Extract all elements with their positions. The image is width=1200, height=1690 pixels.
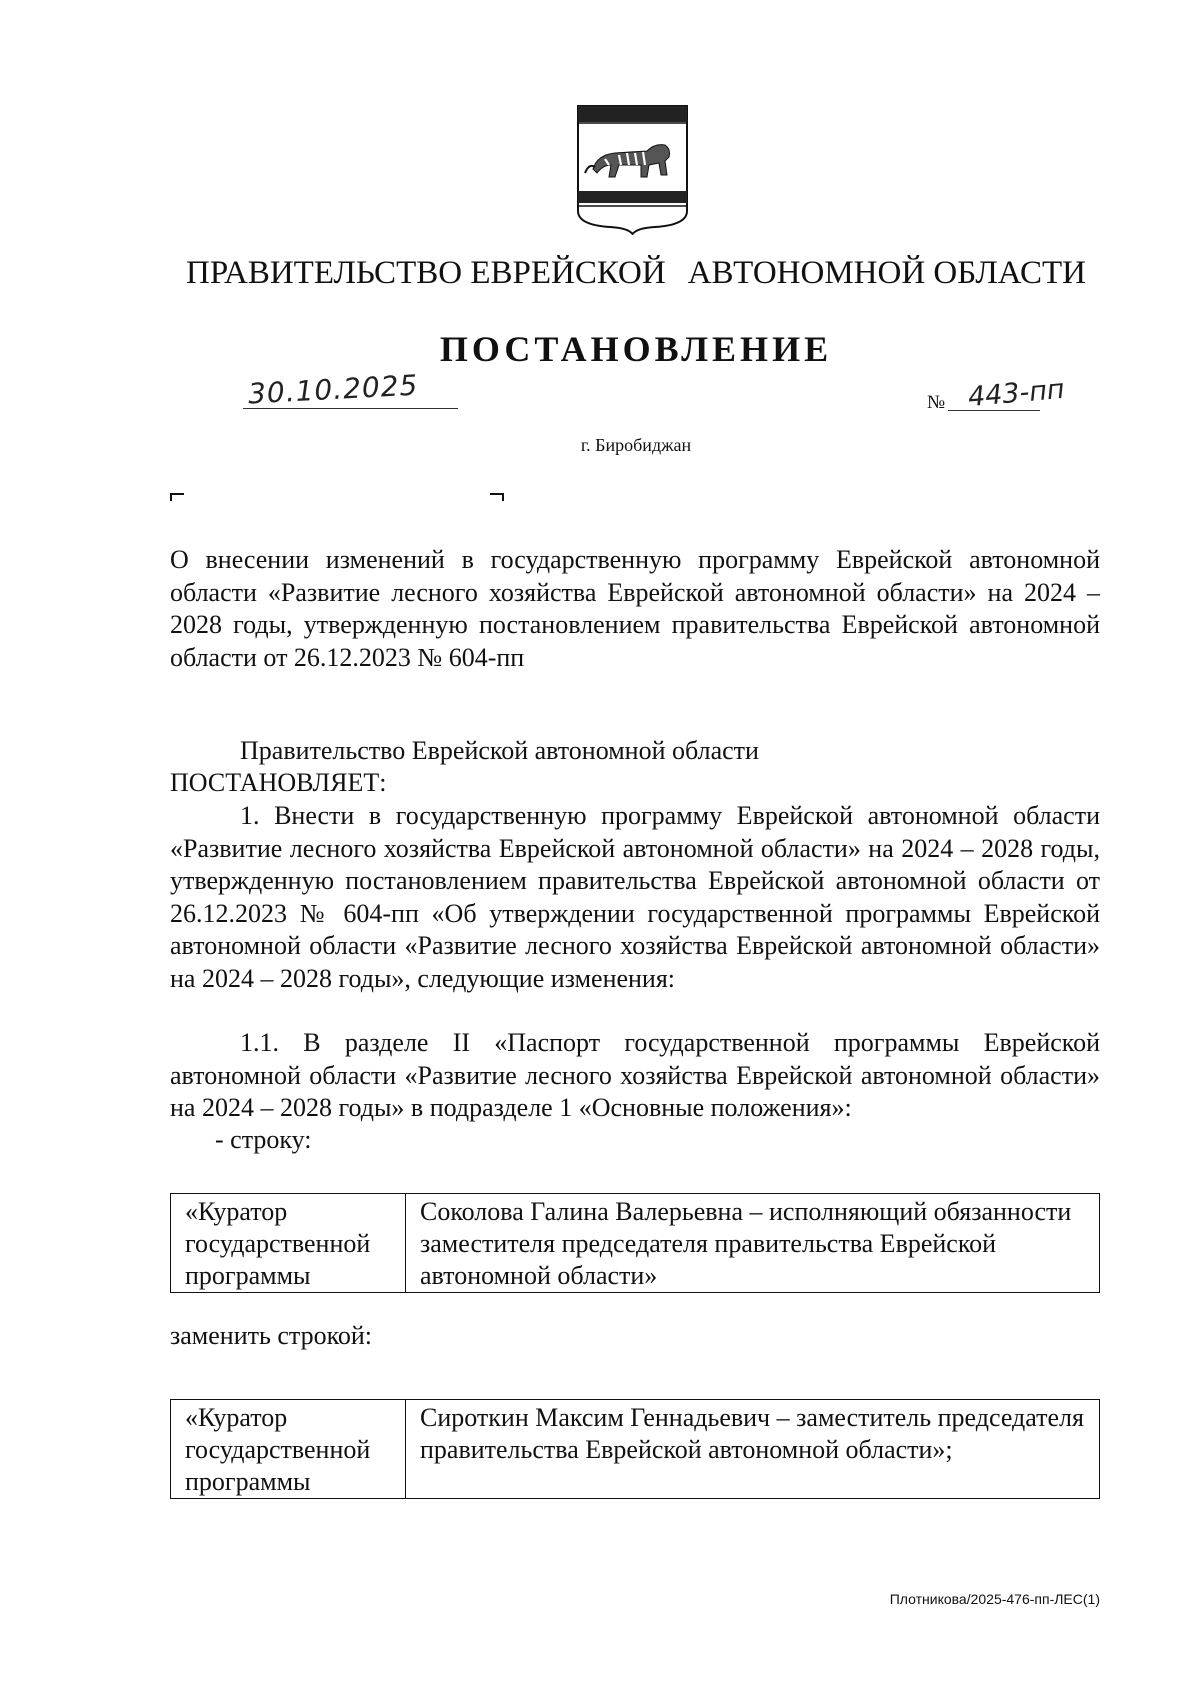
subject-bracket-left bbox=[170, 493, 184, 501]
table-cell-curator-value: Соколова Галина Валерьевна – исполняющий обязанности заместителя председателя правительства Еврейской автономной области» bbox=[406, 1194, 1100, 1293]
table-cell-curator-label: «Куратор государственной программы bbox=[171, 1400, 406, 1499]
table-cell-curator-label: «Куратор государственной программы bbox=[171, 1194, 406, 1293]
table-old-row bbox=[170, 1193, 1100, 1293]
city-name: г. Биробиджан bbox=[580, 435, 692, 455]
row-label: - строку: bbox=[215, 1125, 312, 1154]
replace-label: заменить строкой: bbox=[170, 1321, 373, 1350]
paragraph-item-1: 1. Внести в государственную программу Еврейской автономной области «Развитие лесного хозяйства Еврейской автономной области» на 2024 – 2028 годы, утвержденную постановлением правительства Еврейской автономной области от 26.12.2023 № 604-пп «Об утверждении государственной программы Еврейской автономной области «Развитие лесного хозяйства Еврейской автономной области» на 2024 – 2028 годы», следующие изменения: bbox=[170, 801, 1100, 993]
number-underline bbox=[948, 410, 1040, 411]
coat-of-arms-emblem bbox=[575, 103, 690, 235]
table-cell-curator-value: Сироткин Максим Геннадьевич – заместитель председателя правительства Еврейской автономной области»; bbox=[406, 1400, 1100, 1499]
preamble-text: Правительство Еврейской автономной области bbox=[240, 736, 759, 765]
handwritten-date: 30.10.2025 bbox=[247, 368, 420, 411]
date-underline bbox=[243, 408, 458, 409]
table-row bbox=[171, 1400, 1100, 1499]
document-subject: О внесении изменений в государственную программу Еврейской автономной области «Развитие лесного хозяйства Еврейской автономной области» на 2024 – 2028 годы, утвержденную постановлением правительства Еврейской автономной области от 26.12.2023 № 604-пп bbox=[170, 545, 1100, 672]
document-code-footer: Плотникова/2025-476-пп-ЛЕС(1) bbox=[889, 1591, 1100, 1607]
paragraph-item-1-1: 1.1. В разделе II «Паспорт государственной программы Еврейской автономной области «Развитие лесного хозяйства Еврейской автономной области» на 2024 – 2028 годы» в подразделе 1 «Основные положения»: bbox=[170, 1028, 1100, 1122]
resolves-heading: ПОСТАНОВЛЯЕТ: bbox=[170, 768, 387, 797]
subject-bracket-right bbox=[490, 493, 504, 501]
table-new-row bbox=[170, 1399, 1100, 1499]
table-row bbox=[171, 1194, 1100, 1293]
number-label: № bbox=[927, 392, 946, 413]
government-title: ПРАВИТЕЛЬСТВО ЕВРЕЙСКОЙ АВТОНОМНОЙ ОБЛАСТИ bbox=[186, 255, 1086, 291]
handwritten-document-number: 443-пп bbox=[966, 373, 1066, 414]
document-type-heading: ПОСТАНОВЛЕНИЕ bbox=[439, 329, 833, 369]
